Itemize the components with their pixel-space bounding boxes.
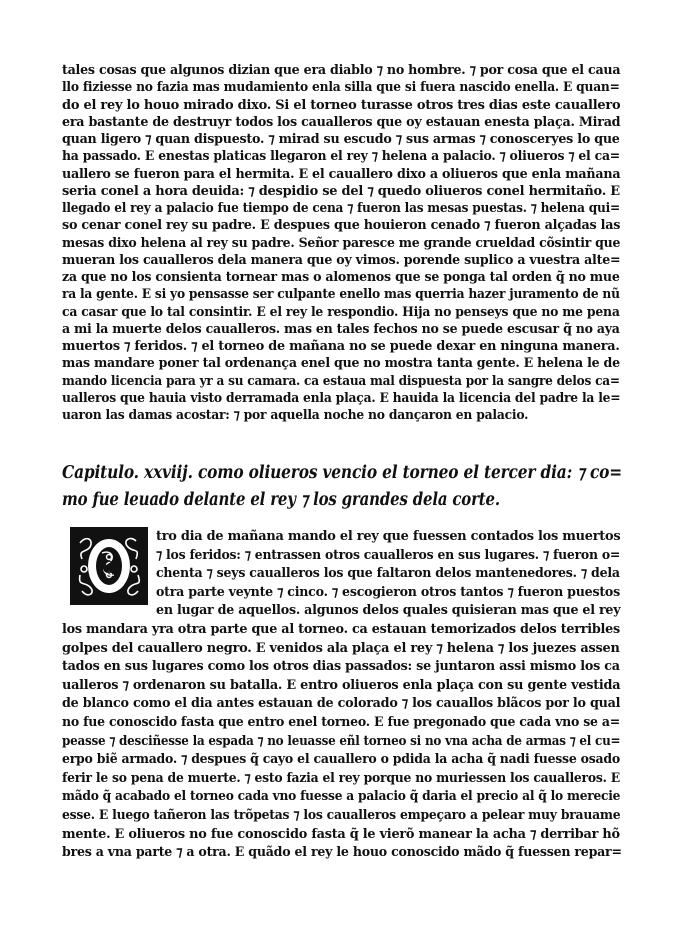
text-line: ca casar que lo tal consintir. E el rey le respondio. Hija no penseys que no me pena [62, 303, 620, 320]
text-line: tro dia de mañana mando el rey que fuessen contados los muertos [156, 528, 621, 544]
text-line: ha passado. E enestas platicas llegaron el rey ⁊ helena a palacio. ⁊ oliueros ⁊ el ca= [62, 148, 620, 165]
text-line: ualleros que hauia visto derramada enla plaça. E hauida la licencia del padre la le= [62, 389, 621, 406]
decorated-initial [70, 527, 148, 605]
text-line: era bastante de destruyr todos los caualleros que oy estauan enesta plaça. Mirad [62, 113, 621, 130]
text-line: bres a vna parte ⁊ a otra. E quãdo el rey le houo conoscido mãdo q̃ fuessen repar= [62, 844, 622, 861]
text-line: de blanco como el dia antes estauan de colorado ⁊ los cauallos blãcos por lo qual [62, 695, 621, 712]
text-line: en lugar de aquellos. algunos delos quales quisieran mas que el rey [156, 602, 621, 619]
text-line: ualleros ⁊ ordenaron su batalla. E entro oliueros enla plaça con su gente vestida [62, 676, 621, 693]
text-line: los mandara yra otra parte que al torneo. ca estauan temorizados delos terribles [62, 621, 620, 637]
text-line: seria conel a hora deuida: ⁊ despidio se del ⁊ quedo oliueros conel hermitaño. E [62, 182, 620, 199]
text-line: erpo biẽ armado. ⁊ despues q̃ cayo el cauallero o pdida la acha q̃ nadi fuesse osado [62, 751, 620, 768]
text-line: tados en sus lugares como los otros dias passados: se juntaron assi mismo los ca [62, 658, 620, 675]
heading-line: mo fue leuado delante el rey ⁊ los grandes dela corte. [62, 490, 500, 510]
text-line: do el rey lo houo mirado dixo. Si el torneo turasse otros tres dias este cauallero [62, 96, 621, 113]
text-line: uallero se fueron para el hermita. E el cauallero dixo a oliueros que enla mañana [62, 165, 621, 182]
text-line: mente. E oliueros no fue conoscido fasta q̃ le vierõ manear la acha ⁊ derribar hõ [62, 825, 620, 842]
text-line: otra parte veynte ⁊ cinco. ⁊ escogieron otros tantos ⁊ fueron puestos [156, 583, 620, 600]
text-line: golpes del cauallero negro. E venidos ala plaça el rey ⁊ helena ⁊ los juezes assen [62, 639, 620, 656]
text-line: ferir le so pena de muerte. ⁊ esto fazia el rey porque no muriessen los caualleros. E [62, 769, 620, 786]
text-line: za que no los consienta tornear mas o alomenos que se ponga tal orden q̃ no mue [62, 269, 620, 285]
text-line: muertos ⁊ feridos. ⁊ el torneo de mañana no se puede dexar en ninguna manera. [62, 338, 620, 354]
text-line: mueran los caualleros dela manera que oy vimos. porende suplico a vuestra alte= [62, 251, 621, 268]
text-line: mãdo q̃ acabado el torneo cada vno fuesse a palacio q̃ daria el precio al q̃ lo merecie [62, 788, 621, 805]
text-line: mando licencia para yr a su camara. ca estaua mal dispuesta por la sangre delos ca= [62, 372, 620, 389]
text-line: uaron las damas acostar: ⁊ por aquella noche no dançaron en palacio. [62, 407, 529, 423]
text-line: ⁊ los feridos: ⁊ entrassen otros caualleros en sus lugares. ⁊ fueron o= [156, 546, 621, 563]
text-line: a mi la muerte delos caualleros. mas en tales fechos no se puede escusar q̃ no aya [62, 320, 620, 337]
text-line: no fue conoscido fasta que entro enel torneo. E fue pregonado que cada vno se a= [62, 714, 621, 730]
text-line: peasse ⁊ desciñesse la espada ⁊ no leuasse eñl torneo si no vna acha de armas ⁊ el cu= [62, 732, 621, 749]
text-line: quan ligero ⁊ quan dispuesto. ⁊ mirad su escudo ⁊ sus armas ⁊ conosceryes lo que [62, 131, 620, 147]
text-line: so cenar conel rey su padre. E despues que houieron cenado ⁊ fueron alçadas las [62, 217, 621, 234]
text-line: llo fiziesse no fazia mas mudamiento enla silla que si fuera nascido enella. E quan= [62, 79, 620, 96]
heading-line: Capitulo. xxviij. como oliueros vencio el torneo el tercer dia: ⁊ co= [62, 463, 623, 483]
text-line: tales cosas que algunos dizian que era diablo ⁊ no hombre. ⁊ por cosa que el caua [62, 62, 621, 78]
text-line: mesas dixo helena al rey su padre. Señor paresce me grande crueldad cõsintir que [62, 234, 621, 251]
initial-o-icon [72, 529, 146, 603]
initial-letter: O [101, 557, 117, 577]
text-line: mas mandare poner tal ordenança enel que no mostra tanta gente. E helena le de [62, 355, 620, 372]
text-line: llegado el rey a palacio fue tiempo de cena ⁊ fueron las mesas puestas. ⁊ helena qui= [62, 200, 620, 216]
text-line: chenta ⁊ seys caualleros los que faltaron delos mantenedores. ⁊ dela [156, 565, 620, 582]
text-line: esse. E luego tañeron las trõpetas ⁊ los caualleros empeçaro a pelear muy brauame [62, 807, 621, 823]
text-line: ra la gente. E si yo pensasse ser culpante enello mas querria hazer juramento de nũ [62, 286, 620, 303]
